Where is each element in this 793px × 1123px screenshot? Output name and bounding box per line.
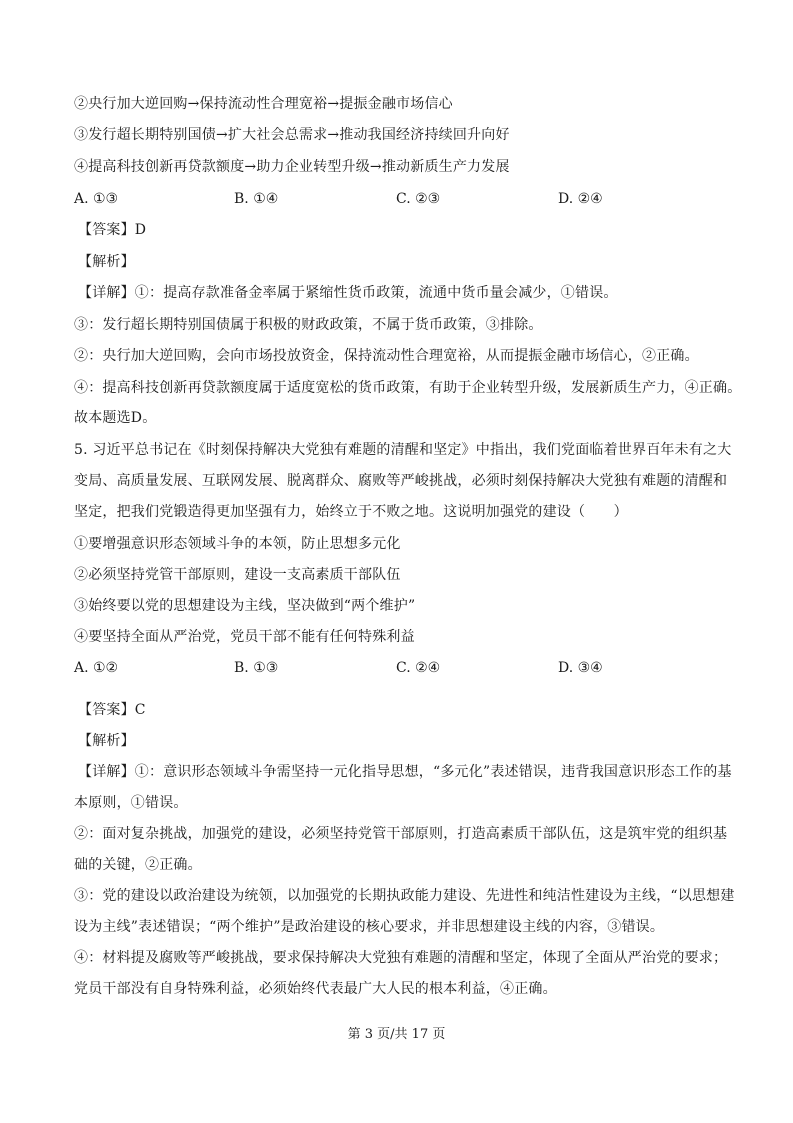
q5-analysis-label: 【解析】	[78, 733, 135, 749]
q4-option-b: B. ①④	[234, 191, 279, 207]
q5-stem-line-1: 5. 习近平总书记在《时刻保持解决大党独有难题的清醒和坚定》中指出，我们党面临着世界百年未有之大	[74, 442, 732, 458]
q4-detail-2: ③：发行超长期特别国债属于积极的财政政策，不属于货币政策，③排除。	[74, 317, 543, 333]
q4-choice-item-3: ③发行超长期特别国债→扩大社会总需求→推动我国经济持续回升向好	[74, 127, 510, 143]
q4-option-c: C. ②③	[396, 191, 441, 207]
q5-choice-item-2: ②必须坚持党管干部原则，建设一支高素质干部队伍	[74, 567, 401, 583]
q4-options-row	[74, 190, 726, 208]
q5-choice-item-1: ①要增强意识形态领域斗争的本领，防止思想多元化	[74, 536, 401, 552]
q5-detail-3b: 设为主线”表述错误；“两个维护”是政治建设的核心要求，并非思想建设主线的内容，③错误。	[74, 919, 665, 935]
q5-detail-1a: 【详解】①：意识形态领域斗争需坚持一元化指导思想，“多元化”表述错误，违背我国意识形态工作的基	[78, 764, 732, 780]
q5-detail-2a: ②：面对复杂挑战，加强党的建设，必须坚持党管干部原则，打造高素质干部队伍，这是筑牢党的组织基	[74, 826, 728, 842]
q4-answer: 【答案】D	[78, 222, 147, 238]
q4-analysis-label: 【解析】	[78, 254, 135, 270]
q4-choice-item-2: ②央行加大逆回购→保持流动性合理宽裕→提振金融市场信心	[74, 96, 453, 112]
q5-detail-1b: 本原则，①错误。	[74, 795, 188, 811]
q5-option-a: A. ①②	[74, 660, 119, 676]
q5-option-d: D. ③④	[558, 660, 603, 676]
q5-choice-item-3: ③始终要以党的思想建设为主线，坚决做到“两个维护”	[74, 598, 416, 614]
q4-choice-item-4: ④提高科技创新再贷款额度→助力企业转型升级→推动新质生产力发展	[74, 159, 510, 175]
q5-detail-4b: 党员干部没有自身特殊利益，必须始终代表最广大人民的根本利益，④正确。	[74, 981, 557, 997]
q5-detail-3a: ③：党的建设以政治建设为统领，以加强党的长期执政能力建设、先进性和纯洁性建设为主线，“以思想建	[74, 888, 735, 904]
q5-stem-line-2: 变局、高质量发展、互联网发展、脱离群众、腐败等严峻挑战，必须时刻保持解决大党独有难题的清醒和	[74, 473, 728, 489]
q4-detail-4: ④：提高科技创新再贷款额度属于适度宽松的货币政策，有助于企业转型升级，发展新质生产力，④正确。	[74, 380, 742, 396]
q5-options-row	[74, 659, 726, 677]
q4-conclusion: 故本题选D。	[74, 410, 157, 426]
q4-detail-3: ②：央行加大逆回购，会向市场投放资金，保持流动性合理宽裕，从而提振金融市场信心，②正确。	[74, 348, 699, 364]
q4-detail-1: 【详解】①：提高存款准备金率属于紧缩性货币政策，流通中货币量会减少，①错误。	[78, 285, 618, 301]
page-number-footer: 第 3 页/共 17 页	[347, 1027, 446, 1042]
q5-detail-2b: 础的关键，②正确。	[74, 857, 202, 873]
q5-choice-item-4: ④要坚持全面从严治党，党员干部不能有任何特殊利益	[74, 629, 415, 645]
q4-option-d: D. ②④	[558, 191, 603, 207]
q5-stem-line-3: 坚定，把我们党锻造得更加坚强有力，始终立于不败之地。这说明加强党的建设（ ）	[74, 504, 628, 520]
q5-option-b: B. ①③	[234, 660, 279, 676]
q4-option-a: A. ①③	[74, 191, 119, 207]
q5-detail-4a: ④：材料提及腐败等严峻挑战，要求保持解决大党独有难题的清醒和坚定，体现了全面从严治党的要求；	[74, 950, 728, 966]
q5-option-c: C. ②④	[396, 660, 441, 676]
q5-answer: 【答案】C	[78, 702, 146, 718]
